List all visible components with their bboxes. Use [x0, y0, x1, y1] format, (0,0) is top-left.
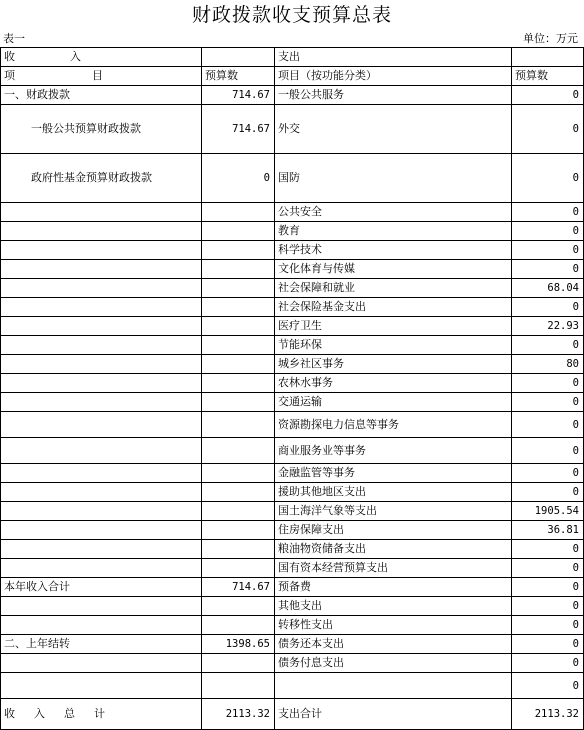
expense-total-label: 支出合计	[275, 699, 512, 730]
income-item	[1, 203, 202, 222]
income-value: 0	[202, 154, 275, 203]
budget-table	[0, 47, 584, 730]
expense-value: 0	[512, 298, 584, 317]
income-item: 本年收入合计	[1, 578, 202, 597]
income-header: 收 入	[1, 48, 202, 67]
expense-value: 0	[512, 635, 584, 654]
expense-value: 0	[512, 203, 584, 222]
expense-item: 援助其他地区支出	[275, 483, 512, 502]
income-item	[1, 438, 202, 464]
expense-value: 0	[512, 438, 584, 464]
income-value	[202, 279, 275, 298]
table-row	[1, 673, 584, 699]
table-row	[1, 203, 584, 222]
expense-header-blank	[512, 48, 584, 67]
income-item	[1, 540, 202, 559]
income-item	[1, 559, 202, 578]
expense-item: 资源勘探电力信息等事务	[275, 412, 512, 438]
expense-item: 其他支出	[275, 597, 512, 616]
expense-item: 外交	[275, 105, 512, 154]
expense-value: 0	[512, 616, 584, 635]
expense-value: 0	[512, 597, 584, 616]
table-row	[1, 393, 584, 412]
expense-value: 0	[512, 105, 584, 154]
table-row	[1, 502, 584, 521]
table-row	[1, 298, 584, 317]
income-value	[202, 241, 275, 260]
income-item	[1, 673, 202, 699]
income-value	[202, 616, 275, 635]
table-row	[1, 336, 584, 355]
expense-item: 城乡社区事务	[275, 355, 512, 374]
table-row	[1, 279, 584, 298]
table-row	[1, 559, 584, 578]
income-item: 政府性基金预算财政拨款	[1, 154, 202, 203]
income-value: 714.67	[202, 578, 275, 597]
expense-item: 预备费	[275, 578, 512, 597]
table-row	[1, 241, 584, 260]
income-item	[1, 464, 202, 483]
income-item	[1, 222, 202, 241]
income-item	[1, 502, 202, 521]
income-item	[1, 298, 202, 317]
expense-header: 支出	[275, 48, 512, 67]
expense-value: 0	[512, 483, 584, 502]
expense-item: 国防	[275, 154, 512, 203]
expense-item: 转移性支出	[275, 616, 512, 635]
table-row	[1, 464, 584, 483]
total-row	[1, 699, 584, 730]
expense-item: 住房保障支出	[275, 521, 512, 540]
expense-item: 国有资本经营预算支出	[275, 559, 512, 578]
budget-column-header: 预算数	[202, 67, 275, 86]
table-row	[1, 616, 584, 635]
table-row	[1, 317, 584, 336]
expense-value: 0	[512, 412, 584, 438]
income-value	[202, 502, 275, 521]
income-item	[1, 260, 202, 279]
income-value	[202, 438, 275, 464]
income-value	[202, 260, 275, 279]
table-row	[1, 374, 584, 393]
header-row-section	[1, 48, 584, 67]
income-value	[202, 355, 275, 374]
income-item	[1, 374, 202, 393]
item-column-header: 项 目	[1, 67, 202, 86]
table-row	[1, 521, 584, 540]
expense-value: 22.93	[512, 317, 584, 336]
expense-total-value: 2113.32	[512, 699, 584, 730]
income-item	[1, 412, 202, 438]
expense-value: 80	[512, 355, 584, 374]
expense-value: 68.04	[512, 279, 584, 298]
expense-item: 社会保障和就业	[275, 279, 512, 298]
income-item	[1, 241, 202, 260]
income-header-blank	[202, 48, 275, 67]
expense-value: 0	[512, 540, 584, 559]
expense-item: 科学技术	[275, 241, 512, 260]
table-row	[1, 635, 584, 654]
income-value	[202, 393, 275, 412]
income-value	[202, 597, 275, 616]
income-value	[202, 317, 275, 336]
income-item: 一、财政拨款	[1, 86, 202, 105]
expense-item: 社会保险基金支出	[275, 298, 512, 317]
table-row	[1, 154, 584, 203]
expense-value: 0	[512, 222, 584, 241]
expense-value: 0	[512, 86, 584, 105]
expense-item: 商业服务业等事务	[275, 438, 512, 464]
expense-item: 文化体育与传媒	[275, 260, 512, 279]
table-row	[1, 654, 584, 673]
table-row	[1, 578, 584, 597]
expense-item: 医疗卫生	[275, 317, 512, 336]
income-item	[1, 393, 202, 412]
income-value	[202, 298, 275, 317]
income-value	[202, 521, 275, 540]
expense-item: 农林水事务	[275, 374, 512, 393]
table-row	[1, 412, 584, 438]
expense-item	[275, 673, 512, 699]
income-value	[202, 336, 275, 355]
income-item	[1, 336, 202, 355]
income-value	[202, 412, 275, 438]
table-row	[1, 438, 584, 464]
function-column-header: 项目（按功能分类）	[275, 67, 512, 86]
expense-value: 0	[512, 654, 584, 673]
expense-item: 一般公共服务	[275, 86, 512, 105]
expense-item: 教育	[275, 222, 512, 241]
expense-value: 0	[512, 393, 584, 412]
expense-item: 债务付息支出	[275, 654, 512, 673]
income-value	[202, 464, 275, 483]
expense-value: 1905.54	[512, 502, 584, 521]
unit-label: 单位：万元	[523, 32, 578, 45]
income-value	[202, 673, 275, 699]
income-item	[1, 483, 202, 502]
table-row	[1, 86, 584, 105]
table-row	[1, 105, 584, 154]
income-item: 二、上年结转	[1, 635, 202, 654]
income-item	[1, 279, 202, 298]
income-item	[1, 654, 202, 673]
expense-item: 粮油物资储备支出	[275, 540, 512, 559]
page-title: 财政拨款收支预算总表	[191, 4, 392, 26]
table-row	[1, 483, 584, 502]
table-label: 表一	[3, 32, 25, 45]
expense-value: 0	[512, 578, 584, 597]
income-value	[202, 559, 275, 578]
table-row	[1, 222, 584, 241]
income-item	[1, 317, 202, 336]
table-row	[1, 260, 584, 279]
expense-value: 0	[512, 154, 584, 203]
income-value: 1398.65	[202, 635, 275, 654]
expense-value: 0	[512, 336, 584, 355]
header-row-columns	[1, 67, 584, 86]
income-item	[1, 521, 202, 540]
budget-column-header-2: 预算数	[512, 67, 584, 86]
expense-item: 公共安全	[275, 203, 512, 222]
income-value: 714.67	[202, 86, 275, 105]
expense-item: 金融监管等事务	[275, 464, 512, 483]
income-item: 一般公共预算财政拨款	[1, 105, 202, 154]
income-total-label: 收 入 总 计	[1, 699, 202, 730]
income-value	[202, 483, 275, 502]
income-item	[1, 597, 202, 616]
expense-value: 0	[512, 673, 584, 699]
expense-item: 国土海洋气象等支出	[275, 502, 512, 521]
income-value	[202, 222, 275, 241]
expense-value: 0	[512, 260, 584, 279]
expense-value: 36.81	[512, 521, 584, 540]
income-value	[202, 374, 275, 393]
table-row	[1, 355, 584, 374]
table-row	[1, 597, 584, 616]
income-total-value: 2113.32	[202, 699, 275, 730]
expense-item: 交通运输	[275, 393, 512, 412]
expense-item: 节能环保	[275, 336, 512, 355]
income-value	[202, 203, 275, 222]
expense-item: 债务还本支出	[275, 635, 512, 654]
table-row	[1, 540, 584, 559]
income-value	[202, 540, 275, 559]
expense-value: 0	[512, 241, 584, 260]
expense-value: 0	[512, 374, 584, 393]
expense-value: 0	[512, 464, 584, 483]
expense-value: 0	[512, 559, 584, 578]
income-item	[1, 616, 202, 635]
income-value	[202, 654, 275, 673]
income-value: 714.67	[202, 105, 275, 154]
income-item	[1, 355, 202, 374]
